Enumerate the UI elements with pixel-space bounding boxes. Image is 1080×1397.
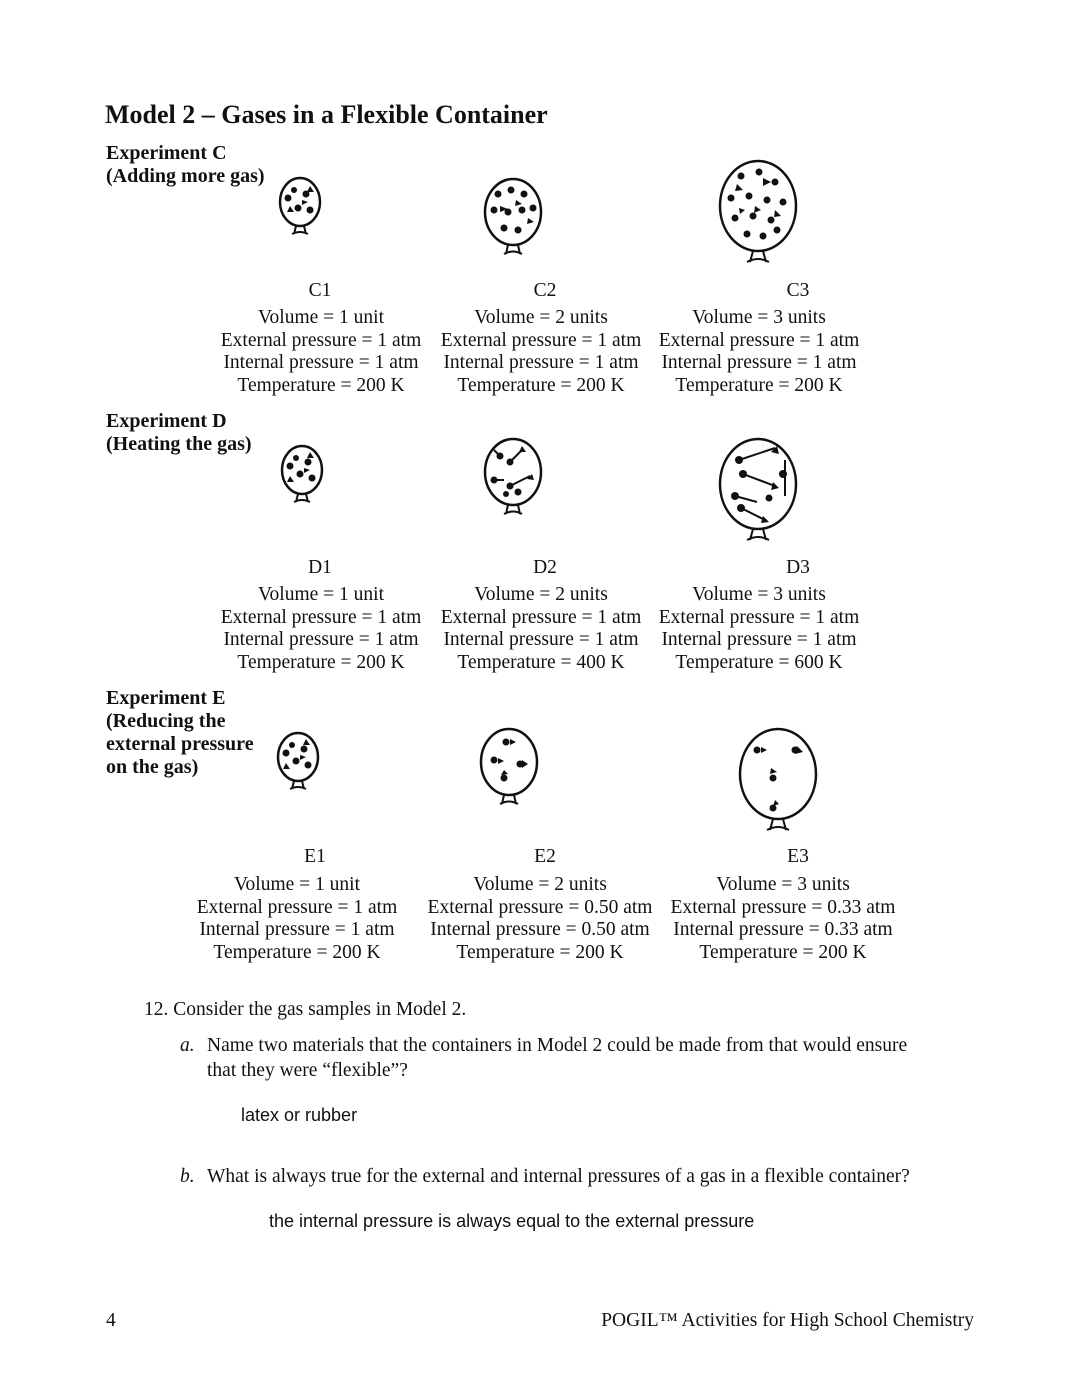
- page-number: 4: [106, 1310, 116, 1331]
- stats-e2: [420, 874, 660, 964]
- answer-12a: latex or rubber: [241, 1105, 358, 1125]
- experiment-e-heading: [106, 687, 254, 779]
- external-pressure-e2: External pressure = 0.50 atm: [427, 896, 653, 918]
- balloon-c2: [478, 174, 548, 264]
- stats-d3: [650, 584, 868, 674]
- temperature-d3: Temperature = 600 K: [675, 651, 843, 673]
- sample-label-e2: E2: [534, 846, 556, 867]
- question-12a-line2: that they were “flexible”?: [207, 1060, 408, 1081]
- internal-pressure-d3: Internal pressure = 1 atm: [661, 629, 857, 650]
- sample-label-d3: D3: [786, 557, 810, 578]
- temperature-d1: Temperature = 200 K: [237, 651, 405, 673]
- stats-d2: [432, 584, 650, 674]
- balloon-c3: [713, 156, 803, 274]
- experiment-e-title: Experiment E: [106, 687, 226, 709]
- stats-c2: [432, 307, 650, 397]
- question-12a-letter: a.: [180, 1035, 195, 1056]
- sample-label-c1: C1: [308, 280, 332, 301]
- external-pressure-d2: External pressure = 1 atm: [440, 606, 642, 628]
- temperature-c3: Temperature = 200 K: [675, 374, 843, 396]
- stats-c3: [650, 307, 868, 397]
- internal-pressure-c3: Internal pressure = 1 atm: [661, 352, 857, 373]
- external-pressure-e3: External pressure = 0.33 atm: [670, 896, 896, 918]
- footer-text: POGIL™ Activities for High School Chemistry: [601, 1310, 974, 1331]
- question-12a-line1: Name two materials that the containers in Model 2 could be made from that would ensure: [207, 1035, 908, 1056]
- temperature-d2: Temperature = 400 K: [457, 651, 625, 673]
- sample-label-e3: E3: [787, 846, 809, 867]
- temperature-e1: Temperature = 200 K: [213, 941, 381, 963]
- volume-d1: Volume = 1 unit: [257, 584, 385, 605]
- volume-e1: Volume = 1 unit: [233, 874, 361, 895]
- sample-label-c2: C2: [533, 280, 557, 301]
- question-12b-line1: What is always true for the external and internal pressures of a gas in a flexible container?: [207, 1166, 910, 1187]
- internal-pressure-e2: Internal pressure = 0.50 atm: [430, 919, 650, 940]
- temperature-c1: Temperature = 200 K: [237, 374, 405, 396]
- external-pressure-c2: External pressure = 1 atm: [440, 329, 642, 351]
- volume-c1: Volume = 1 unit: [257, 307, 385, 328]
- stats-e1: [188, 874, 406, 964]
- internal-pressure-d1: Internal pressure = 1 atm: [223, 629, 419, 650]
- sample-label-d1: D1: [308, 557, 332, 578]
- sample-label-d2: D2: [533, 557, 557, 578]
- temperature-c2: Temperature = 200 K: [457, 374, 625, 396]
- temperature-e3: Temperature = 200 K: [699, 941, 867, 963]
- balloon-e3: [733, 724, 823, 842]
- stats-e3: [662, 874, 904, 964]
- volume-d3: Volume = 3 units: [692, 584, 826, 605]
- external-pressure-d1: External pressure = 1 atm: [220, 606, 422, 628]
- experiment-e-subtitle-1: (Reducing the: [106, 710, 226, 732]
- experiment-d-subtitle: (Heating the gas): [106, 433, 252, 455]
- balloon-d1: [276, 440, 328, 508]
- stats-c1: [212, 307, 430, 397]
- volume-d2: Volume = 2 units: [474, 584, 608, 605]
- volume-c3: Volume = 3 units: [692, 307, 826, 328]
- external-pressure-e1: External pressure = 1 atm: [196, 896, 398, 918]
- experiment-c-heading: [106, 142, 265, 188]
- balloon-e1: [272, 727, 324, 795]
- experiment-e-subtitle-2: external pressure: [106, 733, 254, 755]
- question-12: 12. Consider the gas samples in Model 2.: [144, 999, 467, 1020]
- stats-d1: [212, 584, 430, 674]
- balloon-e2: [476, 724, 542, 812]
- external-pressure-c3: External pressure = 1 atm: [658, 329, 860, 351]
- temperature-e2: Temperature = 200 K: [456, 941, 624, 963]
- internal-pressure-d2: Internal pressure = 1 atm: [443, 629, 639, 650]
- question-12b-letter: b.: [180, 1166, 195, 1187]
- balloon-d3: [713, 434, 803, 552]
- sample-label-c3: C3: [786, 280, 810, 301]
- experiment-d-title: Experiment D: [106, 410, 227, 432]
- sample-label-e1: E1: [304, 846, 326, 867]
- experiment-e-subtitle-3: on the gas): [106, 756, 199, 778]
- external-pressure-c1: External pressure = 1 atm: [220, 329, 422, 351]
- internal-pressure-c1: Internal pressure = 1 atm: [223, 352, 419, 373]
- balloon-c1: [274, 172, 326, 240]
- model-title: Model 2 – Gases in a Flexible Container: [105, 100, 548, 129]
- volume-c2: Volume = 2 units: [474, 307, 608, 328]
- volume-e3: Volume = 3 units: [716, 874, 850, 895]
- internal-pressure-e3: Internal pressure = 0.33 atm: [673, 919, 893, 940]
- experiment-d-heading: [106, 410, 252, 456]
- experiment-c-subtitle: (Adding more gas): [106, 165, 265, 187]
- answer-12b: the internal pressure is always equal to the external pressure: [269, 1211, 755, 1231]
- internal-pressure-e1: Internal pressure = 1 atm: [199, 919, 395, 940]
- balloon-d2: [480, 434, 546, 522]
- external-pressure-d3: External pressure = 1 atm: [658, 606, 860, 628]
- volume-e2: Volume = 2 units: [473, 874, 607, 895]
- experiment-c-title: Experiment C: [106, 142, 227, 164]
- internal-pressure-c2: Internal pressure = 1 atm: [443, 352, 639, 373]
